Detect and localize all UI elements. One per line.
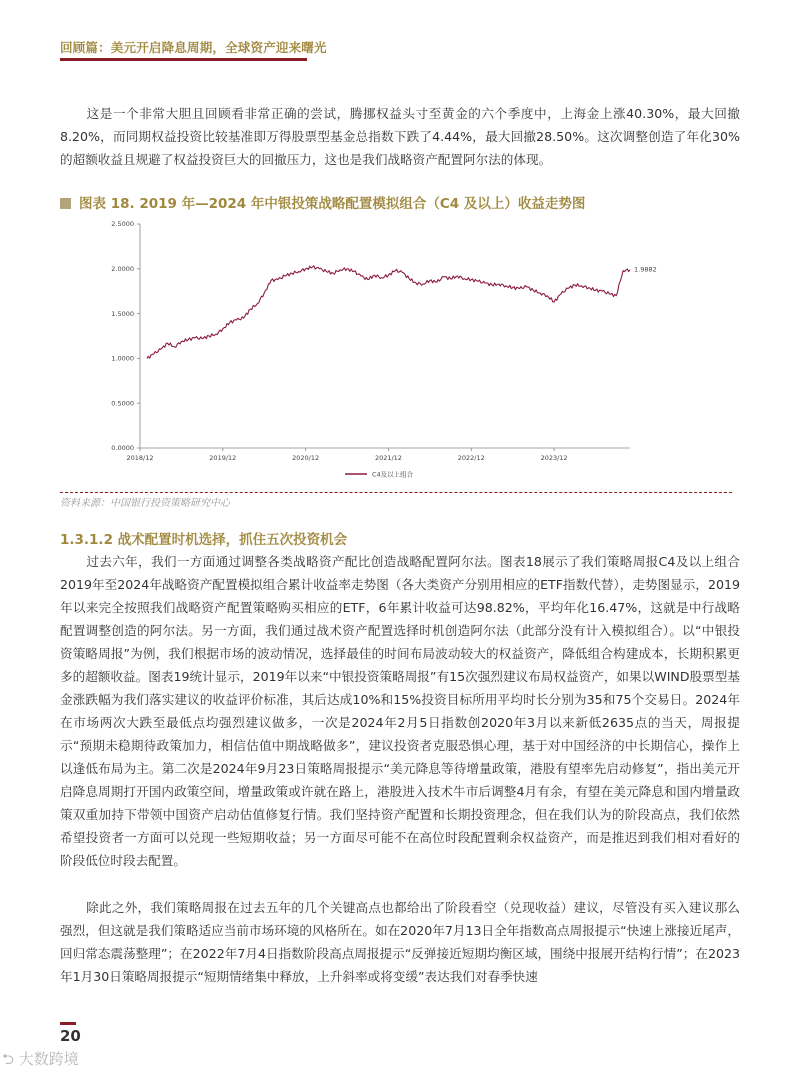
figure-source: 资料来源：中国银行投资策略研究中心	[60, 498, 230, 509]
figure-separator	[60, 492, 732, 493]
section-paragraph-1	[60, 550, 740, 872]
y-tick-label: 1.5000	[111, 309, 134, 318]
end-value-label: 1.9882	[634, 265, 657, 274]
x-axis	[126, 448, 630, 462]
line-chart	[60, 212, 740, 494]
page-number-bar	[60, 1022, 76, 1025]
x-tick-label: 2021/12	[374, 454, 402, 462]
series-line-c4	[147, 266, 630, 359]
page-number: 20	[60, 1027, 81, 1045]
figure-title	[60, 192, 585, 212]
y-tick-label: 2.5000	[111, 220, 134, 229]
intro-text: 这是一个非常大胆且回顾看非常正确的尝试，腾挪权益头寸至黄金的六个季度中，上海金上涨40.30%，最大回撤8.20%，而同期权益投资比较基准即万得股票型基金总指数下跌了4.44%，最大回撤28.50%。这次调整创造了年化30%的超额收益且规避了权益投资巨大的回撤压力，这也是我们战略资产配置阿尔法的体现。	[60, 106, 740, 167]
series-layer	[147, 266, 657, 359]
paragraph-1-text: 过去六年，我们一方面通过调整各类战略资产配比创造战略配置阿尔法。图表18展示了我们策略周报C4及以上组合2019年至2024年战略资产配置模拟组合累计收益率走势图（各大类资产分别用相应的ETF指数代替），走势图显示，2019年以来完全按照我们战略资产配置策略购买相应的ETF，6年累计收益可达98.82%，平均年化16.47%，这就是中行战略配置调整创造的阿尔法。另一方面，我们通过战术资产配置选择时机创造阿尔法（此部分没有计入模拟组合）。以“中银投资策略周报”为例，我们根据市场的波动情况，选择最佳的时间布局波动较大的权益资产，降低组合构建成本，长期积累更多的超额收益。图表19统计显示，2019年以来“中银投资策略周报”有15次强烈建议布局权益资产，如果以WIND股票型基金涨跌幅为我们落实建议的收益评价标准，其后达成10%和15%投资目标所用平均时长分别为35和75个交易日。2024年在市场两次大跌至最低点均强烈建议做多，一次是2024年2月5日指数创2020年3月以来新低2635点的当天，周报提示“预期未稳期待政策加力，相信估值中期战略做多”，建议投资者克服恐惧心理，基于对中国经济的中长期信心，操作上以逢低布局为主。第二次是2024年9月23日策略周报提示“美元降息等待增量政策，港股有望率先启动修复”，指出美元开启降息周期打开国内政策空间，增量政策或许就在路上，港股进入技术牛市后调整4月有余，有望在美元降息和国内增量政策双重加持下带领中国资产启动估值修复行情。我们坚持资产配置和长期投资理念，但在我们认为的阶段高点，我们依然希望投资者一方面可以兑现一些短期收益；另一方面尽可能不在高位时段配置剩余权益资产，而是推迟到我们相对看好的阶段低位时段去配置。	[60, 554, 740, 868]
y-tick-label: 1.0000	[111, 354, 134, 363]
legend-label: C4及以上组合	[372, 470, 414, 479]
figure-title-text: 图表 18. 2019 年—2024 年中银投策战略配置模拟组合（C4 及以上）收益走势图	[79, 196, 586, 212]
y-tick-label: 2.0000	[111, 265, 134, 273]
x-tick-label: 2023/12	[540, 454, 568, 462]
paragraph-2-text: 除此之外，我们策略周报在过去五年的几个关键高点也都给出了阶段看空（兑现收益）建议，尽管没有买入建议那么强烈，但这就是我们策略适应当前市场环境的风格所在。如在2020年7月13日全年指数高点周报提示“快速上涨接近尾声，回归常态震荡整理”；在2022年7月4日指数阶段高点周报提示“反弹接近短期均衡区域，围绕中报展开结构行情”；在2023年1月30日策略周报提示“短期情绪集中释放，上升斜率或将变缓”表达我们对春季快速	[60, 900, 740, 984]
header-title: 回顾篇：美元开启降息周期，全球资产迎来曙光	[60, 40, 327, 55]
header-underline	[60, 58, 307, 61]
x-tick-label: 2020/12	[292, 454, 320, 462]
x-tick-label: 2019/12	[209, 454, 237, 462]
section-paragraph-2	[60, 896, 740, 988]
figure-marker-icon	[60, 198, 71, 209]
section-title: 1.3.1.2 战术配置时机选择，抓住五次投资机会	[60, 532, 348, 548]
y-tick-label: 0.0000	[111, 444, 134, 453]
x-tick-label: 2018/12	[126, 454, 154, 462]
legend	[345, 470, 414, 479]
intro-paragraph	[60, 102, 740, 171]
watermark-text: 大数跨境	[18, 1050, 79, 1068]
x-tick-label: 2022/12	[457, 454, 485, 462]
chart-container	[60, 212, 740, 494]
y-tick-label: 0.5000	[111, 399, 134, 408]
y-axis	[111, 220, 140, 452]
watermark: ⮌ 大数跨境	[2, 1050, 79, 1068]
